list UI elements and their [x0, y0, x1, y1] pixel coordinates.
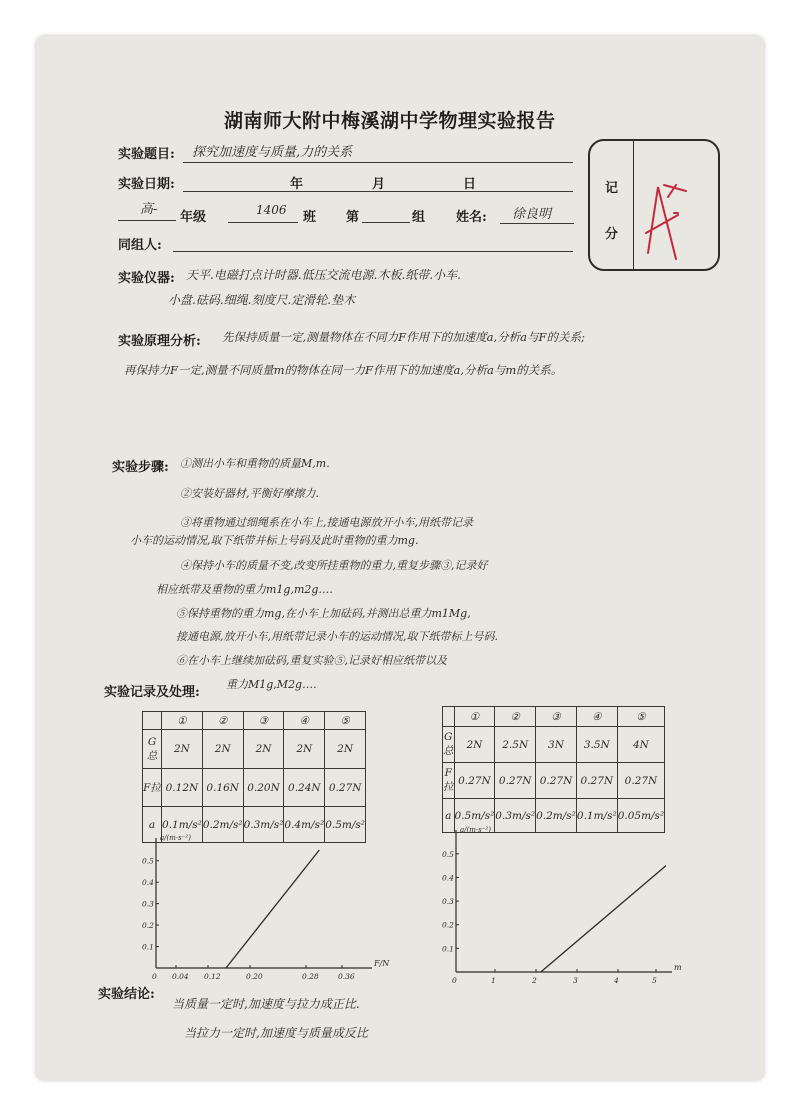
x-tick-label: 0.28: [302, 972, 319, 981]
date-day: 日: [463, 177, 477, 192]
topic-label: 实验题目:: [118, 147, 175, 162]
table-cell: [143, 712, 162, 730]
table-cell: 0.20N: [243, 769, 284, 807]
table-header: ②: [202, 712, 243, 730]
step-5b: 接通电源,放开小车,用纸带记录小车的运动情况,取下纸带标上号码.: [176, 630, 498, 643]
x-tick-label: 0: [152, 972, 157, 981]
y-tick-label: 0.5: [442, 849, 454, 859]
y-tick-label: 0.4: [142, 878, 154, 888]
records-label: 实验记录及处理:: [104, 685, 200, 700]
table-cell: 2N: [284, 730, 325, 769]
table-cell: 0.12N: [162, 769, 203, 807]
table-cell: a: [143, 807, 162, 843]
step-2: ②安装好器材,平衡好摩擦力.: [180, 487, 319, 500]
date-year: 年: [290, 177, 304, 192]
group-underline: [362, 222, 410, 223]
equipment-line2: 小盘.砝码.细绳.刻度尺.定滑轮.垫木: [168, 293, 356, 307]
y-axis-label: a/(m·s⁻²): [160, 834, 191, 842]
record-table-mass: [442, 706, 665, 833]
y-tick-label: 0.2: [442, 920, 454, 930]
table-cell: 0.27N: [325, 769, 366, 807]
class-underline: [228, 222, 298, 223]
table-cell: 0.27N: [495, 763, 536, 799]
table-cell: F拉: [443, 763, 455, 799]
step-3a: ③将重物通过细绳系在小车上,接通电源放开小车,用纸带记录: [180, 516, 473, 529]
y-tick-label: 0.4: [442, 873, 454, 883]
series-line: [541, 866, 666, 972]
x-tick-label: 2: [532, 976, 537, 985]
x-tick-label: 4: [614, 976, 619, 985]
x-tick-label: 5: [652, 976, 657, 985]
name-value: 徐良明: [512, 207, 552, 222]
x-axis-label: m: [674, 963, 682, 972]
conclusion-line2: 当拉力一定时,加速度与质量成反比: [184, 1026, 368, 1040]
table-row: [443, 763, 665, 799]
table-cell: 0.1m/s²: [576, 799, 617, 833]
table-cell: 2.5N: [495, 727, 536, 763]
table-header: ④: [284, 712, 325, 730]
table-cell: 2N: [325, 730, 366, 769]
y-tick-label: 0.1: [442, 944, 454, 954]
partner-underline: [173, 251, 573, 252]
table-cell: 3N: [536, 727, 577, 763]
principle-line1: 先保持质量一定,测量物体在不同力F作用下的加速度a,分析a与F的关系;: [222, 330, 585, 344]
series-line: [226, 850, 319, 968]
grade-underline: [118, 220, 176, 221]
table-cell: 3.5N: [576, 727, 617, 763]
table-cell: 4N: [617, 727, 664, 763]
partner-label: 同组人:: [118, 238, 162, 253]
step-4b: 相应纸带及重物的重力m1g,m2g….: [156, 583, 333, 596]
y-tick-label: 0.2: [142, 921, 154, 931]
step-3b: 小车的运动情况,取下纸带并标上号码及此时重物的重力mg.: [130, 534, 419, 547]
table-cell: 0.5m/s²: [325, 807, 366, 843]
table-cell: 0.5m/s²: [454, 799, 495, 833]
score-fen: 分: [605, 227, 619, 242]
record-table-force: [142, 711, 366, 843]
y-tick-label: 0.5: [142, 856, 154, 866]
grade-label: 年级: [180, 210, 207, 225]
y-tick-label: 0.3: [442, 897, 454, 907]
table-cell: 0.3m/s²: [495, 799, 536, 833]
score-box: [588, 139, 720, 271]
x-tick-label: 0.12: [204, 972, 221, 981]
step-6b: 重力M1g,M2g….: [226, 678, 317, 691]
step-4a: ④保持小车的质量不变,改变所挂重物的重力,重复步骤③,记录好: [180, 559, 488, 572]
equipment-label: 实验仪器:: [118, 271, 175, 286]
group-prefix: 第: [346, 210, 360, 225]
table-cell: 0.27N: [536, 763, 577, 799]
table-header: ④: [576, 707, 617, 727]
topic-value: 探究加速度与质量,力的关系: [192, 145, 353, 160]
score-ji: 记: [605, 181, 619, 196]
table-header: ①: [454, 707, 495, 727]
grade-value: 高-: [140, 202, 158, 217]
table-cell: 0.27N: [454, 763, 495, 799]
class-value: 1406: [256, 203, 287, 217]
principle-line2: 再保持力F一定,测量不同质量m的物体在同一力F作用下的加速度a,分析a与m的关系。: [124, 363, 563, 377]
step-6a: ⑥在小车上继续加砝码,重复实验⑤,记录好相应纸带以及: [176, 654, 447, 667]
table-cell: 0.2m/s²: [536, 799, 577, 833]
table-cell: 0.2m/s²: [202, 807, 243, 843]
x-tick-label: 1: [491, 976, 496, 985]
table-cell: 0.24N: [284, 769, 325, 807]
x-tick-label: 0.20: [246, 972, 263, 981]
principle-label: 实验原理分析:: [118, 334, 201, 349]
step-1: ①测出小车和重物的质量M,m.: [180, 457, 330, 470]
table-cell: 2N: [162, 730, 203, 769]
table-cell: 0.27N: [617, 763, 664, 799]
table-header: ③: [243, 712, 284, 730]
name-underline: [500, 223, 574, 224]
table-cell: G总: [443, 727, 455, 763]
x-tick-label: 0.36: [338, 972, 355, 981]
table-cell: 0.1m/s²: [162, 807, 203, 843]
table-cell: 2N: [454, 727, 495, 763]
table-cell: 0.3m/s²: [243, 807, 284, 843]
table-row: [443, 727, 665, 763]
table-cell: 0.05m/s²: [617, 799, 664, 833]
table-header: ②: [495, 707, 536, 727]
table-header: ③: [536, 707, 577, 727]
conclusion-line1: 当质量一定时,加速度与拉力成正比.: [172, 997, 360, 1011]
table-header: ①: [162, 712, 203, 730]
group-label: 组: [412, 210, 426, 225]
table-cell: 0.27N: [576, 763, 617, 799]
table-cell: 0.16N: [202, 769, 243, 807]
y-axis-label: a/(m·s⁻²): [460, 826, 491, 834]
table-cell: G总: [143, 730, 162, 769]
report-title: 湖南师大附中梅溪湖中学物理实验报告: [224, 110, 556, 132]
class-label: 班: [303, 210, 317, 225]
y-tick-label: 0.1: [142, 942, 154, 952]
grade-mark-icon: [590, 141, 718, 269]
step-5a: ⑤保持重物的重力mg,在小车上加砝码,并测出总重力m1Mg,: [176, 607, 471, 620]
table-cell: 2N: [202, 730, 243, 769]
table-cell: F拉: [143, 769, 162, 807]
date-label: 实验日期:: [118, 177, 175, 192]
table-cell: 0.4m/s²: [284, 807, 325, 843]
table-cell: [443, 707, 455, 727]
chart-a-vs-force: [120, 832, 400, 992]
name-label: 姓名:: [456, 210, 487, 225]
chart-a-vs-mass: [420, 826, 700, 992]
x-tick-label: 0.04: [172, 972, 189, 981]
table-header: ⑤: [617, 707, 664, 727]
table-header: ⑤: [325, 712, 366, 730]
table-row: [143, 769, 366, 807]
date-month: 月: [372, 177, 386, 192]
x-axis-label: F/N: [374, 959, 390, 968]
steps-label: 实验步骤:: [112, 460, 169, 475]
topic-underline: [183, 162, 573, 163]
y-tick-label: 0.3: [142, 899, 154, 909]
x-tick-label: 0: [452, 976, 457, 985]
table-cell: 2N: [243, 730, 284, 769]
x-tick-label: 3: [573, 976, 578, 985]
equipment-line1: 天平.电磁打点计时器.低压交流电源.木板.纸带.小车.: [186, 268, 461, 282]
table-cell: a: [443, 799, 455, 833]
conclusion-label: 实验结论:: [98, 987, 155, 1002]
table-row: [143, 730, 366, 769]
